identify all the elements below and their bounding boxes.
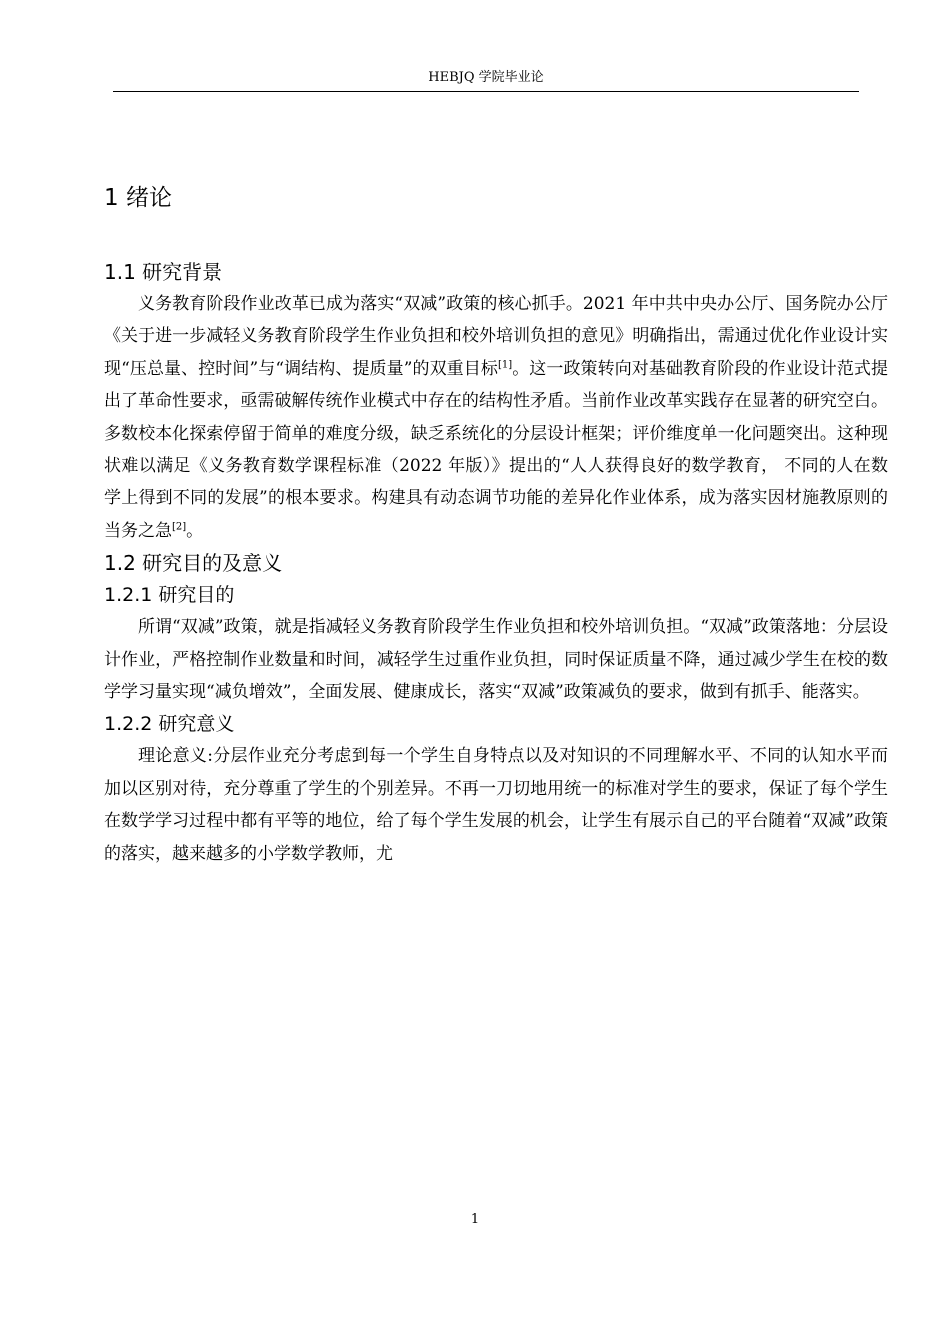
- running-header-title: HEBJQ 学院毕业论: [428, 70, 544, 85]
- section-title-1-2: 1.2 研究目的及意义: [104, 551, 283, 576]
- paragraph-background-part3: 。: [186, 520, 204, 541]
- running-header: [113, 70, 859, 92]
- section-title-1-1: 1.1 研究背景: [104, 260, 223, 284]
- paragraph-significance: 理论意义:分层作业充分考虑到每一个学生自身特点以及对知识的不同理解水平、不同的认知水平而加以区别对待，充分尊重了学生的个别差异。不再一刀切地用统一的标准对学生的要求，保证了每个学生在数学学习过程中都有平等的地位，给了每个学生发展的机会，让学生有展示自己的平台随着“双减”政策的落实，越来越多的小学数学教师，尤: [104, 746, 888, 864]
- subsection-title-1-2-2: 1.2.2 研究意义: [104, 713, 235, 736]
- citation-2: [2]: [172, 521, 187, 533]
- paragraph-background: [104, 288, 888, 547]
- paragraph-purpose: 所谓“双减”政策，就是指减轻义务教育阶段学生作业负担和校外培训负担。“双减”政策落地：分层设计作业，严格控制作业数量和时间，减轻学生过重作业负担，同时保证质量不降，通过减少学生在校的数学学习量实现“减负增效”，全面发展、健康成长，落实“双减”政策减负的要求，做到有抓手、能落实。: [104, 617, 888, 703]
- paragraph-background-part1: 义务教育阶段作业改革已成为落实“双减”政策的核心抓手。2021 年中共中央办公厅、国务院办公厅《关于进一步减轻义务教育阶段学生作业负担和校外培训负担的意见》明确指出，需通过优化作业设计实现“压总量、控时间”与“调结构、提质量”的双重目标: [104, 294, 888, 379]
- document-body: [104, 180, 888, 870]
- citation-1: [1]: [497, 359, 513, 371]
- paragraph-background-part2: 。这一政策转向对基础教育阶段的作业设计范式提出了革命性要求，亟需破解传统作业模式中存在的结构性矛盾。当前作业改革实践存在显著的研究空白。多数校本化探索停留于简单的难度分级，缺乏系统化的分层设计框架；评价维度单一化问题突出。这种现状难以满足《义务教育数学课程标准（2022 年版）》提出的“人人获得良好的数学教育， 不同的人在数学上得到不同的发展”的根本要求。构建具有动态调节功能的差异化作业体系，成为落实因材施教原则的当务之急: [104, 358, 889, 541]
- subsection-title-1-2-1: 1.2.1 研究目的: [104, 584, 235, 607]
- page-number: 1: [470, 1212, 480, 1227]
- chapter-title: 1 绪论: [104, 185, 172, 211]
